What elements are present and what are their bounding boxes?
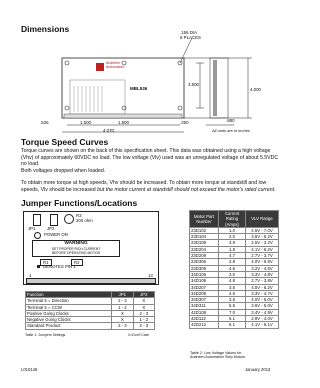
jumper-table-row-cell: 2 - 3 — [133, 323, 154, 329]
motor-table-row-cell: 4.1V - 6.2V — [246, 246, 279, 252]
r2-label: R2 — [71, 259, 83, 266]
drawing-logo — [106, 61, 124, 69]
dim-880: .880 — [226, 118, 235, 123]
motor-table-row-cell: 2.7V - 3.7V — [246, 253, 279, 259]
torque-paragraph-3-text: To obtain more torque at high speeds, Vhv should be increased. To obtain more torque at standstill and low speeds, Vlv should be increased — [21, 180, 267, 193]
motor-table-row-cell: 42D212 — [190, 322, 219, 328]
potentiometer-icon[interactable] — [64, 214, 74, 224]
jumper-table-row-cell: X — [133, 304, 154, 310]
power-on-label: POWER ON — [44, 232, 68, 237]
motor-table — [189, 210, 279, 329]
jp2-header[interactable] — [50, 214, 58, 226]
dim-1500-left: 1.500 — [80, 120, 91, 125]
jp1-label: JP1 — [28, 226, 36, 231]
jumper-header-jp2: JP2 — [133, 292, 154, 298]
dimension-drawing — [20, 30, 290, 140]
r3-value: 200 ohm — [76, 218, 93, 223]
motor-table-row-cell: 6.1 — [219, 322, 246, 328]
jumper-table-row-cell: Standard Product — [26, 323, 112, 329]
motor-table-row — [190, 234, 279, 240]
dim-4000: 4.000 — [250, 87, 261, 92]
motor-table-row-cell: 34D209 — [190, 290, 219, 296]
motor-table-row-cell: 4.5V - 7.0V — [246, 227, 279, 233]
motor-table-header — [190, 211, 279, 228]
motor-table-row-cell: 3.9 — [219, 240, 246, 246]
motor-table-row — [190, 297, 279, 303]
terminal-strip — [64, 114, 182, 118]
motor-table-row-cell: 34D311 — [190, 303, 219, 309]
motor-table-row-cell: 2.7V - 3.8V — [246, 278, 279, 284]
jumper-table-row-cell: Positive Going Clocks — [26, 310, 112, 316]
motor-table-row-cell: 3.6V - 5.0V — [246, 303, 279, 309]
r1-label: R1 — [40, 259, 52, 266]
motor-table-row-cell: 34D207 — [190, 284, 219, 290]
jumper-table-row-cell: X — [112, 317, 133, 323]
motor-table-row-cell: 34D106 — [190, 271, 219, 277]
hole-note — [180, 30, 201, 40]
dim-1500-right: 1.500 — [118, 120, 129, 125]
motor-table-row-cell: 4.0V - 5.9V — [246, 259, 279, 265]
motor-table-row-cell: 2.9V - 4.0V — [246, 316, 279, 322]
motor-table-row-cell: 4.7 — [219, 253, 246, 259]
torque-paragraph-2: Both voltages dropped when loaded. — [21, 168, 106, 174]
torque-speed-heading: Torque Speed Curves — [21, 137, 109, 147]
motor-table-row-cell: 4.1V - 6.1V — [246, 322, 279, 328]
jumper-table-row-cell: Terminal 5 = CCW — [26, 304, 112, 310]
motor-table-row-cell: 23D306 — [190, 259, 219, 265]
jp1-header[interactable] — [33, 214, 41, 226]
pin1-marker-icon — [37, 265, 40, 268]
motor-table-row-cell: 23D108 — [190, 240, 219, 246]
jumper-table-row-cell: 2 - 3 — [112, 323, 133, 329]
motor-table-row-cell: 3.4V - 4.9V — [246, 309, 279, 315]
motor-table-row-cell: 2.0 — [219, 234, 246, 240]
motor-table-row-cell: 6.1 — [219, 316, 246, 322]
dim-4070: 4.070 — [103, 128, 114, 133]
motor-table-row-cell: 3.3V - 4.8V — [246, 271, 279, 277]
warning-line1: SET PROPER RICH CURRENT — [51, 246, 101, 251]
torque-paragraph-3-italic: but the motor current at standstill should not exceed the motor's rated current. — [97, 186, 276, 193]
warning-line2: BEFORE OPERATING MOTOR — [51, 250, 101, 255]
jumper-table-caption: Table 1: Jumpers Settings — [25, 333, 66, 337]
terminal-right-label: 13 — [148, 273, 153, 278]
jumper-table-row-cell: 2 - 3 — [133, 310, 154, 316]
motor-table-row — [190, 227, 279, 233]
motor-header-vlv: VLV Range — [246, 211, 279, 228]
dim-536: .536 — [40, 120, 49, 125]
pin1-label: DENOTES PIN 1 — [43, 264, 76, 269]
torque-paragraph-1: Torque curves are shown on the back of this specification sheet. This data was obtained using a high voltage (Vhv) of approximately 60VDC no load. The low voltage (Vlv) used was an unregulated voltage of about 5.5VDC no load. — [21, 148, 279, 168]
jumper-header-function: Function — [26, 292, 112, 298]
motor-table-row-cell: 23D104 — [190, 234, 219, 240]
motor-table-row — [190, 253, 279, 259]
motor-table-row-cell: 4.6 — [219, 265, 246, 271]
motor-table-row — [190, 322, 279, 328]
logo-line1: Anaheim — [106, 61, 121, 65]
jumper-table-row-cell: 1 - 2 — [112, 304, 133, 310]
motor-table-row-cell: 3.5V - 5.2V — [246, 234, 279, 240]
motor-table-row — [190, 309, 279, 315]
motor-table-row — [190, 303, 279, 309]
motor-table-row — [190, 246, 279, 252]
jumper-table-row-cell: 1 - 2 — [133, 317, 154, 323]
motor-table-row-cell: 3.0 — [219, 271, 246, 277]
motor-table-row — [190, 284, 279, 290]
motor-caption-line2: Anaheim Automation Step Motors — [190, 355, 245, 360]
jumper-table-row-cell: X — [112, 310, 133, 316]
motor-header-part: Motor Part Number — [190, 211, 219, 228]
motor-table-row — [190, 265, 279, 271]
footer-date: January 2013 — [245, 367, 271, 372]
motor-table-row-cell: 23D204 — [190, 246, 219, 252]
jumper-table-row-cell: X — [133, 298, 154, 304]
motor-table-row — [190, 271, 279, 277]
motor-table-row-cell: 3.2V - 4.5V — [246, 265, 279, 271]
units-note: All units are in inches — [212, 128, 250, 133]
motor-table-row-cell: 3.3V - 4.7V — [246, 290, 279, 296]
jp2-label: JP2 — [47, 226, 55, 231]
warning-title: WARNING — [64, 241, 88, 246]
footer-doc-number: L010146 — [21, 367, 38, 372]
r3-label: R3 — [76, 213, 82, 218]
dim-250: .250 — [180, 120, 189, 125]
jumper-table-row-cell: 2 - 3 — [112, 298, 133, 304]
motor-table-row-cell: 34D109 — [190, 278, 219, 284]
torque-paragraph-3 — [21, 180, 283, 193]
motor-table-row-cell: 4.6 — [219, 290, 246, 296]
motor-table-row-cell: 2.5V - 3.2V — [246, 240, 279, 246]
motor-table-row-cell: 4.0V - 6.0V — [246, 297, 279, 303]
jumper-table — [25, 291, 155, 330]
motor-table-row-cell: 5.5 — [219, 303, 246, 309]
jumper-table-row-cell: Negative Going Clocks — [26, 317, 112, 323]
dimensions-heading: Dimensions — [21, 24, 70, 34]
motor-caption-line1: Table 2: Low Voltage Values for — [190, 351, 242, 355]
motor-table-row-cell: 42D108 — [190, 309, 219, 315]
motor-table-row-cell: 3.5 — [219, 297, 246, 303]
warning-box — [32, 240, 120, 257]
motor-table-row-cell: 3.5 — [219, 284, 246, 290]
motor-table-row-cell: 4.8 — [219, 278, 246, 284]
motor-table-row — [190, 290, 279, 296]
motor-table-row-cell: 7.0 — [219, 309, 246, 315]
motor-table-row-cell: 23D209 — [190, 253, 219, 259]
jumper-header-jp1: JP1 — [112, 292, 133, 298]
motor-table-row-cell: 23D102 — [190, 227, 219, 233]
r3-label-group — [76, 213, 93, 223]
motor-table-row — [190, 316, 279, 322]
motor-table-row-cell: 4.5V - 6.2V — [246, 284, 279, 290]
terminal-block — [26, 278, 156, 284]
motor-table-row — [190, 259, 279, 265]
power-led-icon — [34, 232, 41, 239]
motor-table-row-cell: 23D309 — [190, 265, 219, 271]
jumper-table-row-cell: Terminal 5 = Direction — [26, 298, 112, 304]
motor-table-caption — [190, 351, 245, 360]
motor-table-row-cell: 34D307 — [190, 297, 219, 303]
motor-table-row-cell: 42D112 — [190, 316, 219, 322]
logo-mark — [96, 63, 104, 71]
hole-note-line2: 6 PLACES — [180, 35, 201, 40]
terminal-left-label: 1 — [29, 273, 32, 278]
jumper-table-note: X=Don't Care — [128, 333, 149, 337]
motor-table-row-cell: 2.8 — [219, 259, 246, 265]
motor-table-row — [190, 240, 279, 246]
motor-table-row-cell: 1.8 — [219, 246, 246, 252]
motor-table-row-cell: 1.0 — [219, 227, 246, 233]
model-label: MBL536 — [130, 86, 148, 91]
motor-table-row — [190, 278, 279, 284]
dim-3500: 3.500 — [188, 82, 199, 87]
jumper-heading: Jumper Functions/Locations — [21, 198, 138, 208]
logo-line2: Automation — [106, 65, 125, 69]
jumper-table-row — [26, 323, 155, 329]
hole-note-line1: .156 DIA — [180, 30, 198, 35]
motor-header-current: Current Rating (Amps) — [219, 211, 246, 228]
